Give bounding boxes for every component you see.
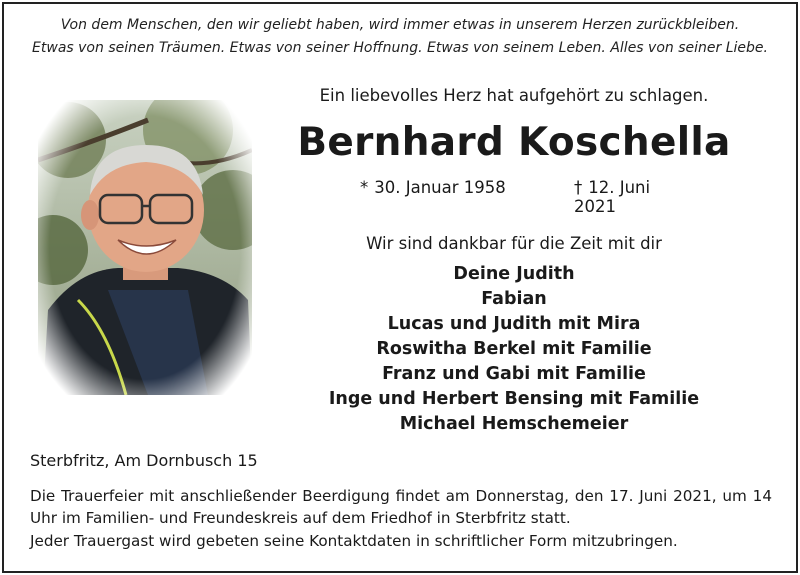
thanks-line: Wir sind dankbar für die Zeit mit dir [366, 234, 662, 253]
death-date-text: 12. Juni 2021 [574, 178, 651, 216]
quote-line-1: Von dem Menschen, den wir geliebt haben, wird immer etwas in unserem Herzen zurückbleiben. [60, 17, 740, 33]
birth-date-text: 30. Januar 1958 [374, 178, 506, 197]
mourner-item: Michael Hemschemeier [399, 414, 629, 434]
funeral-notice: Die Trauerfeier mit anschließender Beerdigung findet am Donnerstag, den 17. Juni 2021, um 14 Uhr im Familien- und Freundeskreis auf dem Friedhof in Sterbfritz statt. [30, 487, 772, 527]
quote-line-2: Etwas von seinen Träumen. Etwas von seiner Hoffnung. Etwas von seinem Leben. Alles von seiner Liebe. [32, 40, 768, 56]
birth-date [360, 178, 506, 197]
portrait-photo [38, 100, 252, 395]
life-dates [360, 178, 680, 216]
intro-line: Ein liebevolles Herz hat aufgehört zu schlagen. [319, 86, 709, 105]
mourner-item: Deine Judith [453, 264, 575, 284]
death-cross-icon: † [574, 178, 583, 197]
death-date [574, 178, 680, 216]
mourner-item: Inge und Herbert Bensing mit Familie [328, 389, 700, 409]
memorial-quote [0, 14, 800, 60]
birth-star-icon: * [360, 178, 369, 197]
mourner-item: Franz und Gabi mit Familie [382, 364, 646, 384]
mourner-item: Roswitha Berkel mit Familie [376, 339, 652, 359]
address: Sterbfritz, Am Dornbusch 15 [30, 451, 258, 470]
mourner-item: Lucas und Judith mit Mira [387, 314, 641, 334]
deceased-name: Bernhard Koschella [297, 120, 731, 165]
mourner-item: Fabian [481, 289, 547, 309]
mourners-list [270, 262, 758, 437]
contact-notice: Jeder Trauergast wird gebeten seine Kontaktdaten in schriftlicher Form mitzubringen. [30, 532, 678, 550]
